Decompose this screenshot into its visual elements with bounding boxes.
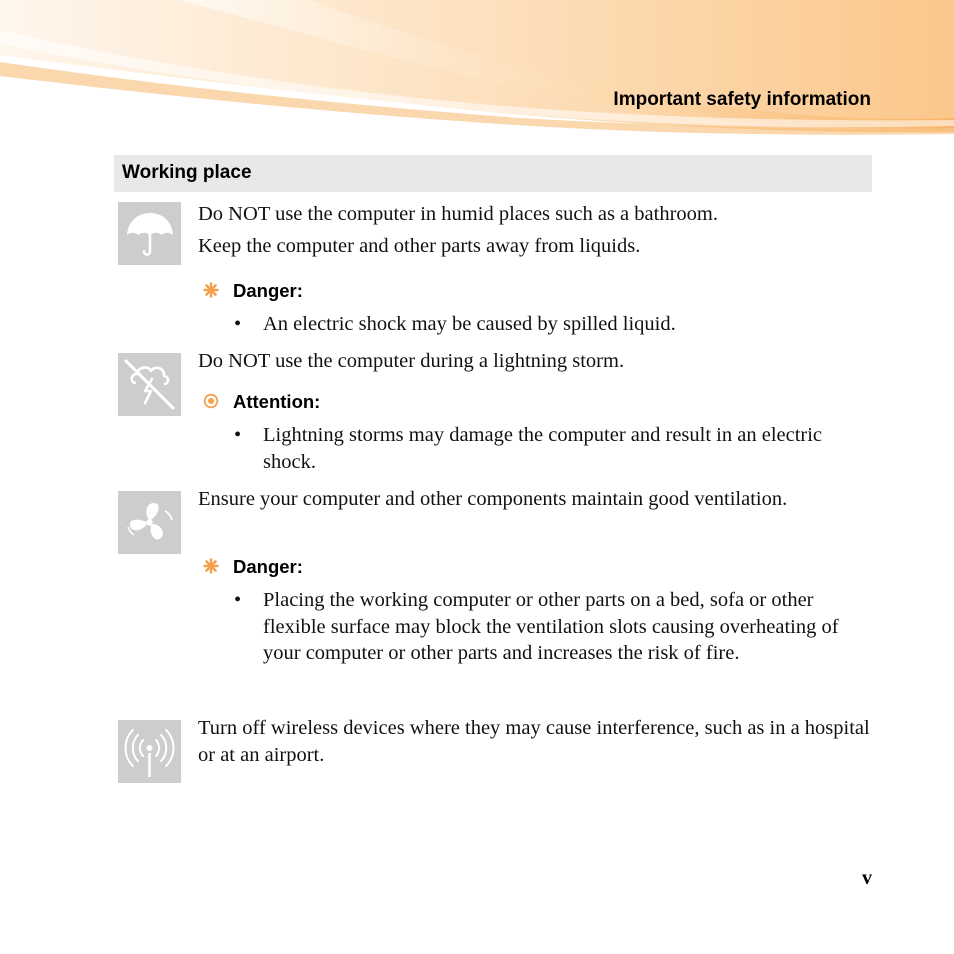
item-text-line: Keep the computer and other parts away from liquids. bbox=[198, 235, 641, 257]
section-title: Working place bbox=[122, 162, 252, 183]
notice-label: Attention: bbox=[233, 391, 321, 412]
bullet-marker: • bbox=[234, 589, 242, 611]
item-text-line: Ensure your computer and other components maintain good ventilation. bbox=[198, 488, 788, 510]
item-text-line: Turn off wireless devices where they may cause interference, such as in a hospital or at an airport. bbox=[198, 717, 870, 766]
bullet-text: Placing the working computer or other parts on a bed, sofa or other flexible surface may block the ventilation slots causing overheating of your computer or other parts and increases the risk of fire. bbox=[263, 589, 839, 664]
bullet-marker: • bbox=[234, 424, 242, 446]
no-lightning-icon bbox=[118, 353, 181, 416]
page-number: v bbox=[862, 867, 872, 889]
danger-asterisk-icon bbox=[203, 558, 219, 574]
item-text-line: Do NOT use the computer during a lightning storm. bbox=[198, 350, 625, 372]
bullet-text: Lightning storms may damage the computer and result in an electric shock. bbox=[263, 424, 823, 473]
bullet-text: An electric shock may be caused by spilled liquid. bbox=[263, 313, 676, 335]
attention-target-icon bbox=[203, 393, 219, 409]
danger-asterisk-icon bbox=[203, 282, 219, 298]
notice-label: Danger: bbox=[233, 556, 303, 577]
header-banner bbox=[0, 0, 954, 140]
running-header: Important safety information bbox=[613, 89, 871, 110]
fan-icon bbox=[118, 491, 181, 554]
bullet-marker: • bbox=[234, 313, 242, 335]
umbrella-icon bbox=[118, 202, 181, 265]
item-text-line: Do NOT use the computer in humid places such as a bathroom. bbox=[198, 203, 718, 225]
section-header bbox=[114, 155, 872, 192]
notice-label: Danger: bbox=[233, 280, 303, 301]
wireless-icon bbox=[118, 720, 181, 783]
